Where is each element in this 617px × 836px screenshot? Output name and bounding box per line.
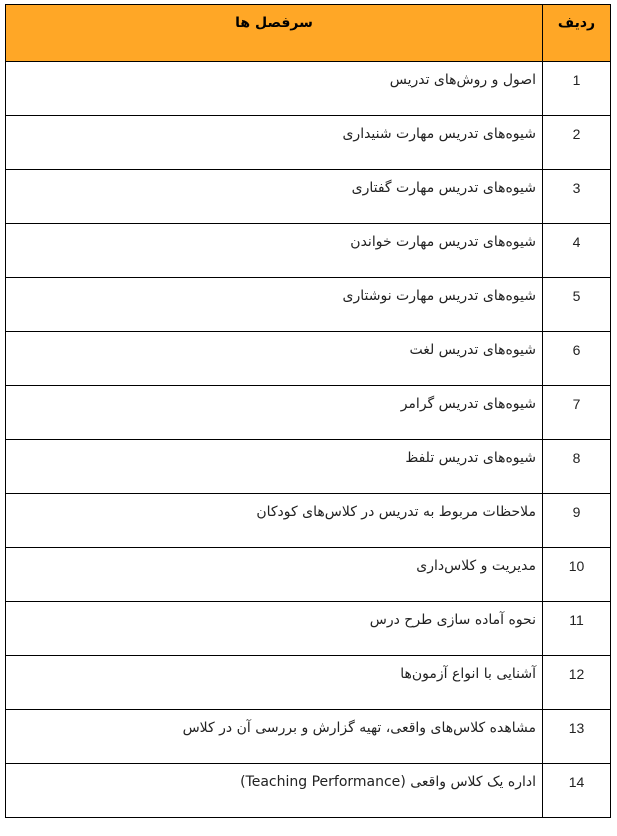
row-number: 4 (543, 224, 611, 278)
table-row (6, 386, 611, 440)
row-number: 9 (543, 494, 611, 548)
table-row (6, 764, 611, 818)
row-topic: مشاهده کلاس‌های واقعی، تهیه گزارش و بررسی آن در کلاس (6, 710, 543, 764)
row-topic: اصول و روش‌های تدریس (6, 62, 543, 116)
header-row-number: ردیف (543, 5, 611, 62)
row-number: 14 (543, 764, 611, 818)
row-topic: ملاحظات مربوط به تدریس در کلاس‌های کودکان (6, 494, 543, 548)
row-topic: شیوه‌های تدریس مهارت خواندن (6, 224, 543, 278)
row-topic: شیوه‌های تدریس مهارت شنیداری (6, 116, 543, 170)
row-number: 12 (543, 656, 611, 710)
header-row (6, 5, 611, 62)
row-number: 13 (543, 710, 611, 764)
row-number: 5 (543, 278, 611, 332)
table-row (6, 710, 611, 764)
row-number: 11 (543, 602, 611, 656)
table-header (6, 5, 611, 62)
row-number: 2 (543, 116, 611, 170)
table-row (6, 170, 611, 224)
row-topic: مدیریت و کلاس‌داری (6, 548, 543, 602)
syllabus-table (5, 4, 611, 818)
table-row (6, 548, 611, 602)
row-number: 6 (543, 332, 611, 386)
table-row (6, 602, 611, 656)
row-topic: شیوه‌های تدریس لغت (6, 332, 543, 386)
table-row (6, 116, 611, 170)
header-topic: سرفصل ها (6, 5, 543, 62)
table-row (6, 278, 611, 332)
row-number: 7 (543, 386, 611, 440)
row-number: 8 (543, 440, 611, 494)
row-topic: شیوه‌های تدریس مهارت نوشتاری (6, 278, 543, 332)
row-number: 3 (543, 170, 611, 224)
table-row (6, 494, 611, 548)
row-topic: نحوه آماده سازی طرح درس (6, 602, 543, 656)
table-row (6, 332, 611, 386)
row-topic: آشنایی با انواع آزمون‌ها (6, 656, 543, 710)
row-topic: شیوه‌های تدریس مهارت گفتاری (6, 170, 543, 224)
row-topic: شیوه‌های تدریس گرامر (6, 386, 543, 440)
table-row (6, 656, 611, 710)
row-number: 1 (543, 62, 611, 116)
table-body (6, 62, 611, 818)
table-row (6, 440, 611, 494)
table-row (6, 62, 611, 116)
row-number: 10 (543, 548, 611, 602)
row-topic: اداره یک کلاس واقعی (Teaching Performance) (6, 764, 543, 818)
row-topic: شیوه‌های تدریس تلفظ (6, 440, 543, 494)
table-row (6, 224, 611, 278)
